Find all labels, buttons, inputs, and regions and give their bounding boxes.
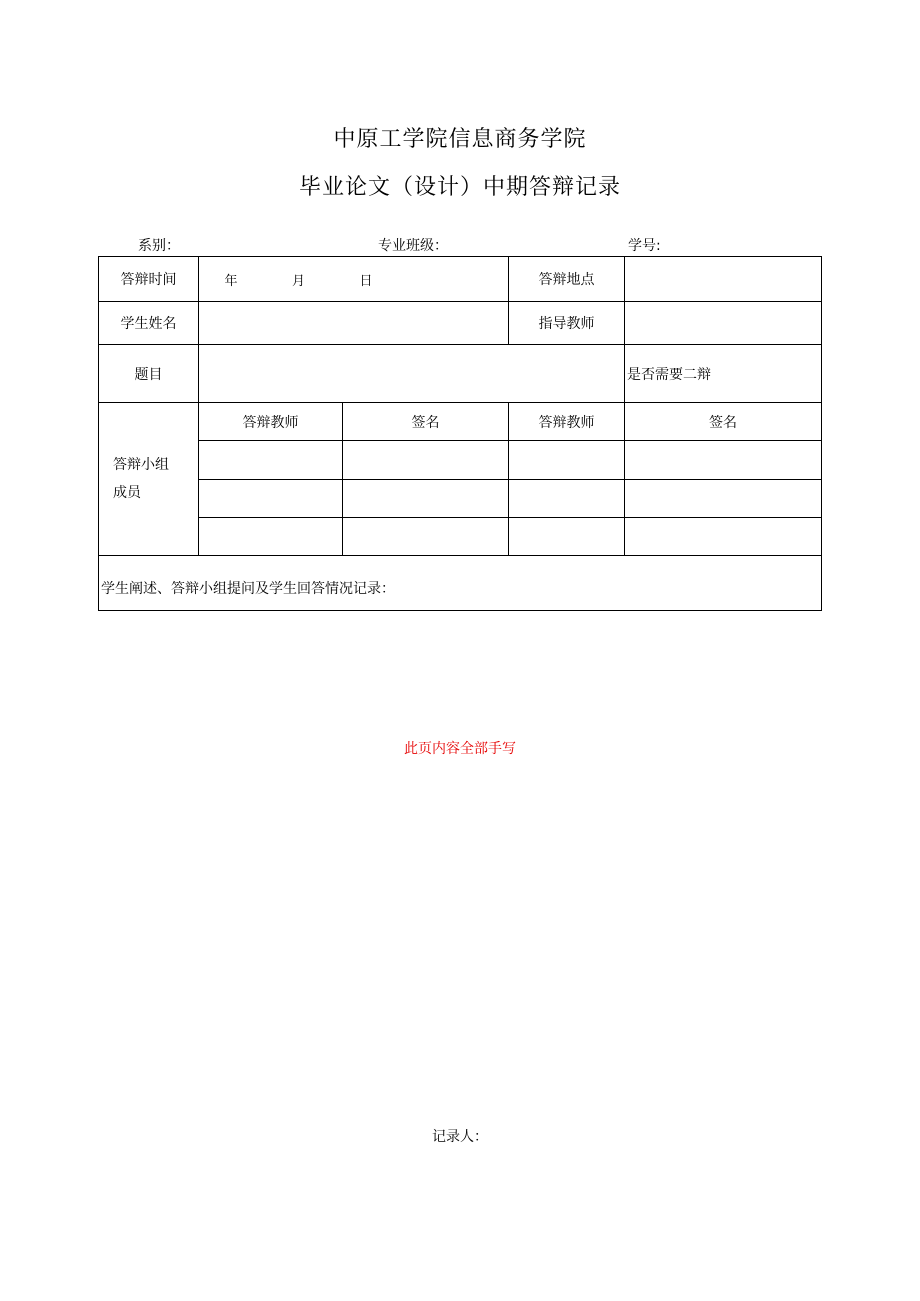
panel-signature-cell[interactable] — [343, 441, 509, 480]
panel-signature-cell[interactable] — [625, 441, 822, 480]
student-name-field[interactable] — [199, 302, 509, 345]
date-year: 年 — [224, 273, 238, 289]
recorder-label: 记录人： — [432, 1129, 488, 1145]
date-month: 月 — [292, 273, 306, 289]
student-name-label: 学生姓名 — [99, 302, 199, 345]
panel-teacher-cell[interactable] — [199, 441, 343, 480]
panel-signature-cell[interactable] — [343, 480, 509, 518]
second-defense-label: 是否需要二辩 — [625, 345, 822, 403]
col-signature-2: 签名 — [625, 403, 822, 441]
topic-label: 题目 — [99, 345, 199, 403]
major-class-label: 专业班级： — [378, 238, 448, 254]
date-day: 日 — [359, 273, 373, 289]
panel-signature-cell[interactable] — [343, 518, 509, 556]
panel-teacher-cell[interactable] — [199, 480, 343, 518]
student-id-label: 学号: — [628, 238, 661, 254]
department-label: 系别： — [138, 238, 180, 254]
advisor-label: 指导教师 — [509, 302, 625, 345]
form-title: 毕业论文（设计）中期答辩记录 — [298, 175, 621, 200]
defense-record-table — [98, 256, 822, 611]
table-row — [99, 480, 822, 518]
defense-time-field[interactable] — [199, 257, 509, 302]
table-row — [99, 518, 822, 556]
table-row — [99, 441, 822, 480]
panel-signature-cell[interactable] — [625, 480, 822, 518]
advisor-field[interactable] — [625, 302, 822, 345]
defense-time-label: 答辩时间 — [99, 257, 199, 302]
col-teacher-2: 答辩教师 — [509, 403, 625, 441]
handwritten-note: 此页内容全部手写 — [404, 741, 516, 757]
col-teacher-1: 答辩教师 — [199, 403, 343, 441]
panel-teacher-cell[interactable] — [509, 480, 625, 518]
panel-teacher-cell[interactable] — [199, 518, 343, 556]
record-section-label[interactable]: 学生阐述、答辩小组提问及学生回答情况记录： — [99, 556, 822, 611]
topic-field[interactable] — [199, 345, 625, 403]
col-signature-1: 签名 — [343, 403, 509, 441]
defense-place-label: 答辩地点 — [509, 257, 625, 302]
panel-teacher-cell[interactable] — [509, 441, 625, 480]
panel-label-line1: 答辩小组 — [113, 457, 169, 473]
panel-teacher-cell[interactable] — [509, 518, 625, 556]
panel-members-label — [99, 403, 199, 556]
panel-label-line2: 成员 — [113, 485, 141, 501]
panel-signature-cell[interactable] — [625, 518, 822, 556]
institution-title: 中原工学院信息商务学院 — [333, 127, 587, 152]
defense-place-field[interactable] — [625, 257, 822, 302]
